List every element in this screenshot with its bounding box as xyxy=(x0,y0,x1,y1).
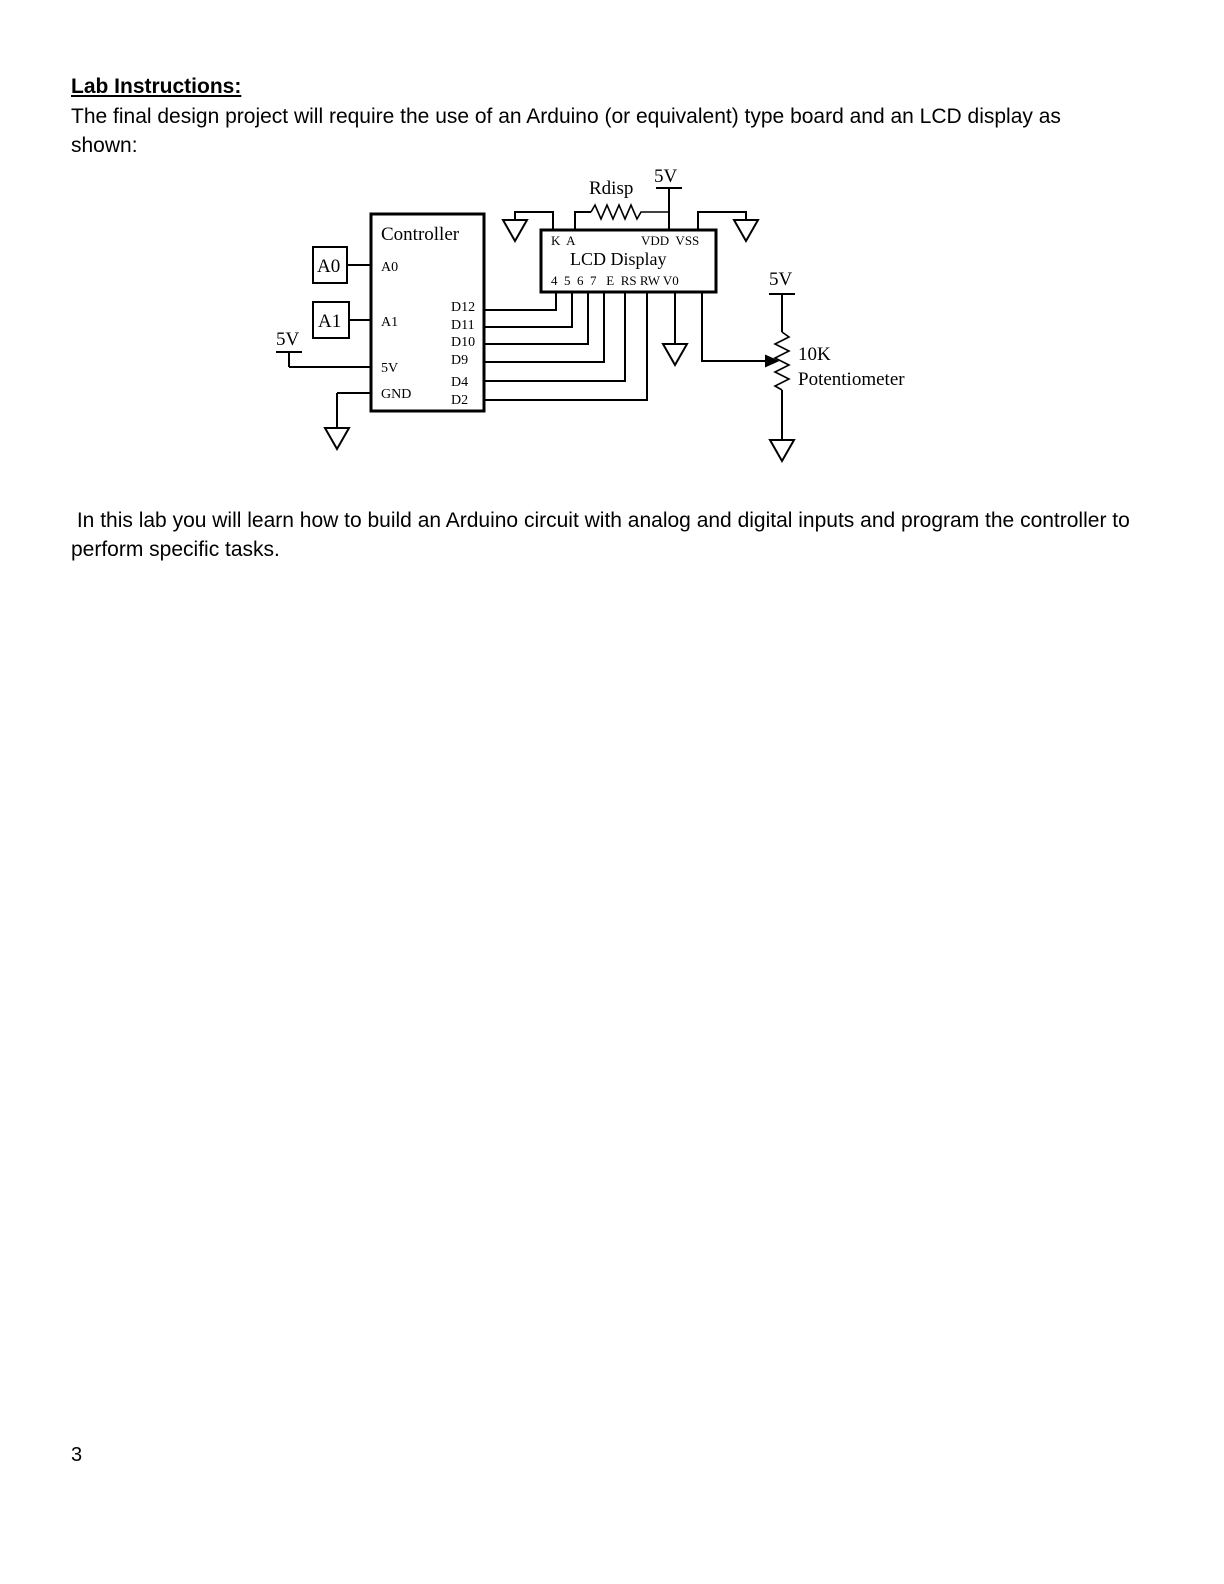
ground-symbol-controller xyxy=(325,428,349,449)
resistor-rdisp-label: Rdisp xyxy=(589,178,634,199)
controller-pin-d12: D12 xyxy=(451,300,476,315)
lcd-label: LCD Display xyxy=(570,249,667,269)
input-label-a1: A1 xyxy=(318,311,342,332)
resistor-rdisp xyxy=(591,205,669,219)
lcd-pins-k-a: K A xyxy=(551,233,576,248)
page-number: 3 xyxy=(71,1444,83,1466)
controller-pin-gnd: GND xyxy=(381,387,412,402)
ground-symbol-vss xyxy=(734,220,758,241)
input-label-a0: A0 xyxy=(317,256,341,277)
ground-symbol-rw xyxy=(663,344,687,365)
controller-pin-d2: D2 xyxy=(451,393,469,408)
ground-symbol-k xyxy=(503,220,527,241)
potentiometer-label: Potentiometer xyxy=(798,369,905,390)
lab-instructions-heading: Lab Instructions: xyxy=(71,75,242,98)
controller-pin-a0: A0 xyxy=(381,260,399,275)
controller-pin-d10: D10 xyxy=(451,335,476,350)
intro-paragraph: The final design project will require the use of an Arduino (or equivalent) type board and an LCD display as shown: xyxy=(71,105,1061,157)
circuit-diagram xyxy=(240,150,945,475)
controller-pin-d9: D9 xyxy=(451,353,469,368)
supply-label-controller: 5V xyxy=(276,329,300,350)
lcd-pins-vdd-vss: VDD VSS xyxy=(641,233,700,248)
body-paragraph: In this lab you will learn how to build an Arduino circuit with analog and digital inputs and program the controller to perform specific tasks. xyxy=(71,509,1136,561)
ground-symbol-pot xyxy=(770,440,794,461)
controller-pin-d11: D11 xyxy=(451,318,475,333)
lcd-pins-bottom: 4 5 6 7 E RS RW V0 xyxy=(551,273,679,288)
supply-label-pot: 5V xyxy=(769,269,793,290)
controller-pin-d4: D4 xyxy=(451,375,469,390)
supply-label-top: 5V xyxy=(654,166,678,187)
controller-pin-5v: 5V xyxy=(381,361,399,376)
controller-pin-a1: A1 xyxy=(381,315,399,330)
controller-label: Controller xyxy=(381,224,460,245)
potentiometer-value: 10K xyxy=(798,344,831,365)
